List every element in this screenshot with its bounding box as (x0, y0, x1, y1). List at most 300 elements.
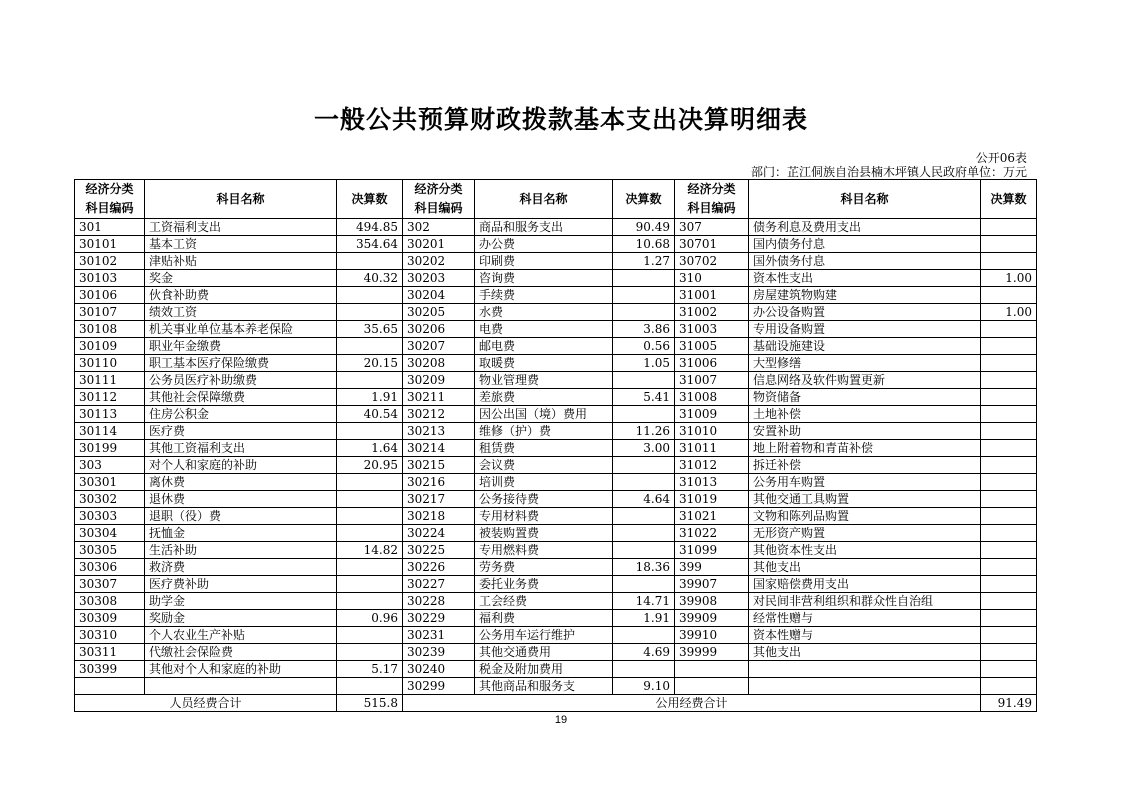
table-number: 公开06表 (975, 151, 1027, 165)
code-cell: 307 (675, 219, 749, 236)
code-cell: 31010 (675, 423, 749, 440)
header-name: 科目名称 (145, 180, 337, 219)
name-cell: 维修（护）费 (475, 423, 613, 440)
amount-cell (337, 559, 403, 576)
amount-cell (981, 525, 1037, 542)
code-cell (75, 678, 145, 695)
name-cell: 取暖费 (475, 355, 613, 372)
name-cell: 救济费 (145, 559, 337, 576)
name-cell: 资本性支出 (749, 270, 981, 287)
page-title: 一般公共预算财政拨款基本支出决算明细表 (313, 105, 808, 134)
code-cell: 39910 (675, 627, 749, 644)
name-cell: 专用材料费 (475, 508, 613, 525)
name-cell: 土地补偿 (749, 406, 981, 423)
name-cell: 咨询费 (475, 270, 613, 287)
code-cell: 30111 (75, 372, 145, 389)
table-row (75, 576, 1037, 593)
name-cell: 工会经费 (475, 593, 613, 610)
amount-cell: 1.91 (337, 389, 403, 406)
amount-cell (981, 678, 1037, 695)
amount-cell (337, 372, 403, 389)
amount-cell (337, 423, 403, 440)
name-cell: 物业管理费 (475, 372, 613, 389)
amount-cell (981, 474, 1037, 491)
code-cell: 30102 (75, 253, 145, 270)
code-cell: 31005 (675, 338, 749, 355)
name-cell: 医疗费补助 (145, 576, 337, 593)
code-cell: 31019 (675, 491, 749, 508)
code-cell (675, 661, 749, 678)
amount-cell (337, 508, 403, 525)
code-cell: 30112 (75, 389, 145, 406)
amount-cell: 14.82 (337, 542, 403, 559)
amount-cell (613, 270, 675, 287)
name-cell: 津贴补贴 (145, 253, 337, 270)
amount-cell (337, 644, 403, 661)
amount-cell (981, 644, 1037, 661)
name-cell: 其他支出 (749, 559, 981, 576)
code-cell: 39907 (675, 576, 749, 593)
code-cell: 30218 (403, 508, 475, 525)
name-cell: 对个人和家庭的补助 (145, 457, 337, 474)
name-cell: 会议费 (475, 457, 613, 474)
code-cell: 30107 (75, 304, 145, 321)
amount-cell (613, 661, 675, 678)
amount-cell: 11.26 (613, 423, 675, 440)
amount-cell: 4.69 (613, 644, 675, 661)
personnel-total-label: 人员经费合计 (75, 695, 337, 712)
amount-cell (981, 253, 1037, 270)
name-cell: 被装购置费 (475, 525, 613, 542)
name-cell: 公务接待费 (475, 491, 613, 508)
code-cell: 30101 (75, 236, 145, 253)
table-row (75, 525, 1037, 542)
amount-cell: 90.49 (613, 219, 675, 236)
code-cell: 31011 (675, 440, 749, 457)
amount-cell (613, 576, 675, 593)
table-row (75, 474, 1037, 491)
name-cell: 无形资产购置 (749, 525, 981, 542)
amount-cell (981, 559, 1037, 576)
code-cell: 30399 (75, 661, 145, 678)
table-row (75, 389, 1037, 406)
name-cell: 租赁费 (475, 440, 613, 457)
amount-cell (337, 474, 403, 491)
name-cell: 基本工资 (145, 236, 337, 253)
code-cell: 30309 (75, 610, 145, 627)
amount-cell: 20.95 (337, 457, 403, 474)
name-cell: 奖励金 (145, 610, 337, 627)
amount-cell (337, 627, 403, 644)
code-cell: 30216 (403, 474, 475, 491)
name-cell: 对民间非营利组织和群众性自治组 (749, 593, 981, 610)
code-cell: 30207 (403, 338, 475, 355)
name-cell: 印刷费 (475, 253, 613, 270)
code-cell: 30225 (403, 542, 475, 559)
amount-cell: 14.71 (613, 593, 675, 610)
name-cell: 其他工资福利支出 (145, 440, 337, 457)
amount-cell: 40.32 (337, 270, 403, 287)
code-cell: 30302 (75, 491, 145, 508)
amount-cell (981, 491, 1037, 508)
table-row (75, 593, 1037, 610)
name-cell: 奖金 (145, 270, 337, 287)
name-cell: 房屋建筑物购建 (749, 287, 981, 304)
name-cell: 公务用车购置 (749, 474, 981, 491)
amount-cell: 10.68 (613, 236, 675, 253)
code-cell: 31007 (675, 372, 749, 389)
table-row (75, 338, 1037, 355)
amount-cell (981, 236, 1037, 253)
expenditure-detail-table (74, 179, 1037, 712)
name-cell: 文物和陈列品购置 (749, 508, 981, 525)
header-row (75, 180, 1037, 219)
code-cell: 30229 (403, 610, 475, 627)
amount-cell (337, 525, 403, 542)
header-amount: 决算数 (337, 180, 403, 219)
amount-cell (981, 406, 1037, 423)
code-cell: 30701 (675, 236, 749, 253)
name-cell: 电费 (475, 321, 613, 338)
name-cell: 拆迁补偿 (749, 457, 981, 474)
name-cell: 退职（役）费 (145, 508, 337, 525)
code-cell: 30214 (403, 440, 475, 457)
amount-cell (981, 457, 1037, 474)
code-cell: 30239 (403, 644, 475, 661)
amount-cell (981, 661, 1037, 678)
amount-cell (337, 593, 403, 610)
name-cell: 职业年金缴费 (145, 338, 337, 355)
code-cell: 30212 (403, 406, 475, 423)
name-cell: 经常性赠与 (749, 610, 981, 627)
name-cell: 代缴社会保险费 (145, 644, 337, 661)
header-name: 科目名称 (475, 180, 613, 219)
name-cell (749, 661, 981, 678)
amount-cell: 1.91 (613, 610, 675, 627)
table-row (75, 321, 1037, 338)
name-cell: 委托业务费 (475, 576, 613, 593)
amount-cell (613, 304, 675, 321)
code-cell: 30215 (403, 457, 475, 474)
code-cell: 39908 (675, 593, 749, 610)
name-cell (749, 678, 981, 695)
personnel-total-value: 515.8 (337, 695, 403, 712)
amount-cell: 9.10 (613, 678, 675, 695)
totals-row (75, 695, 1037, 712)
table-row (75, 355, 1037, 372)
amount-cell (981, 593, 1037, 610)
name-cell: 信息网络及软件购置更新 (749, 372, 981, 389)
name-cell: 国内债务付息 (749, 236, 981, 253)
name-cell: 离休费 (145, 474, 337, 491)
code-cell: 30231 (403, 627, 475, 644)
code-cell: 30227 (403, 576, 475, 593)
code-cell: 30304 (75, 525, 145, 542)
table-row (75, 406, 1037, 423)
amount-cell: 1.00 (981, 304, 1037, 321)
name-cell: 住房公积金 (145, 406, 337, 423)
code-cell: 30199 (75, 440, 145, 457)
name-cell: 基础设施建设 (749, 338, 981, 355)
table-row (75, 457, 1037, 474)
header-code: 经济分类 科目编码 (675, 180, 749, 219)
table-row (75, 627, 1037, 644)
amount-cell: 1.27 (613, 253, 675, 270)
amount-cell (613, 627, 675, 644)
code-cell: 30103 (75, 270, 145, 287)
amount-cell (613, 474, 675, 491)
code-cell: 30303 (75, 508, 145, 525)
name-cell: 伙食补助费 (145, 287, 337, 304)
name-cell: 其他社会保障缴费 (145, 389, 337, 406)
code-cell: 30204 (403, 287, 475, 304)
code-cell: 301 (75, 219, 145, 236)
name-cell: 抚恤金 (145, 525, 337, 542)
code-cell: 30213 (403, 423, 475, 440)
name-cell: 助学金 (145, 593, 337, 610)
amount-cell (613, 406, 675, 423)
code-cell: 30201 (403, 236, 475, 253)
name-cell: 退休费 (145, 491, 337, 508)
table-row (75, 287, 1037, 304)
amount-cell: 18.36 (613, 559, 675, 576)
code-cell: 30307 (75, 576, 145, 593)
header-code: 经济分类 科目编码 (75, 180, 145, 219)
name-cell: 水费 (475, 304, 613, 321)
code-cell: 31009 (675, 406, 749, 423)
amount-cell (981, 508, 1037, 525)
table-row (75, 236, 1037, 253)
table-row (75, 304, 1037, 321)
amount-cell: 20.15 (337, 355, 403, 372)
amount-cell (337, 287, 403, 304)
code-cell: 30114 (75, 423, 145, 440)
code-cell: 30306 (75, 559, 145, 576)
header-code: 经济分类 科目编码 (403, 180, 475, 219)
name-cell: 邮电费 (475, 338, 613, 355)
code-cell: 30108 (75, 321, 145, 338)
name-cell: 专用设备购置 (749, 321, 981, 338)
amount-cell (613, 542, 675, 559)
amount-cell (981, 355, 1037, 372)
code-cell: 31003 (675, 321, 749, 338)
table-row (75, 559, 1037, 576)
code-cell: 30299 (403, 678, 475, 695)
header-amount: 决算数 (613, 180, 675, 219)
name-cell: 大型修缮 (749, 355, 981, 372)
table-row (75, 661, 1037, 678)
public-total-label: 公用经费合计 (403, 695, 981, 712)
table-row (75, 508, 1037, 525)
page-number: 19 (554, 714, 568, 726)
amount-cell (981, 542, 1037, 559)
code-cell: 31002 (675, 304, 749, 321)
name-cell: 国家赔偿费用支出 (749, 576, 981, 593)
amount-cell (981, 389, 1037, 406)
amount-cell (337, 576, 403, 593)
header-name: 科目名称 (749, 180, 981, 219)
code-cell: 302 (403, 219, 475, 236)
table-row (75, 610, 1037, 627)
name-cell: 其他资本性支出 (749, 542, 981, 559)
amount-cell (981, 219, 1037, 236)
code-cell: 30311 (75, 644, 145, 661)
amount-cell: 4.64 (613, 491, 675, 508)
code-cell: 30110 (75, 355, 145, 372)
amount-cell (337, 491, 403, 508)
amount-cell (337, 678, 403, 695)
code-cell: 30240 (403, 661, 475, 678)
code-cell: 30205 (403, 304, 475, 321)
name-cell (145, 678, 337, 695)
name-cell: 个人农业生产补贴 (145, 627, 337, 644)
table-row (75, 253, 1037, 270)
table-row (75, 270, 1037, 287)
name-cell: 医疗费 (145, 423, 337, 440)
amount-cell (337, 253, 403, 270)
name-cell: 培训费 (475, 474, 613, 491)
code-cell: 30224 (403, 525, 475, 542)
code-cell: 30203 (403, 270, 475, 287)
code-cell: 30305 (75, 542, 145, 559)
name-cell: 物资储备 (749, 389, 981, 406)
name-cell: 专用燃料费 (475, 542, 613, 559)
name-cell: 公务员医疗补助缴费 (145, 372, 337, 389)
code-cell: 30209 (403, 372, 475, 389)
name-cell: 资本性赠与 (749, 627, 981, 644)
amount-cell (613, 457, 675, 474)
amount-cell (981, 287, 1037, 304)
code-cell: 39909 (675, 610, 749, 627)
amount-cell: 35.65 (337, 321, 403, 338)
code-cell: 31022 (675, 525, 749, 542)
amount-cell (981, 627, 1037, 644)
code-cell: 30702 (675, 253, 749, 270)
name-cell: 其他商品和服务支 (475, 678, 613, 695)
public-total-value: 91.49 (981, 695, 1037, 712)
amount-cell (337, 304, 403, 321)
amount-cell (613, 372, 675, 389)
amount-cell (613, 508, 675, 525)
amount-cell (981, 440, 1037, 457)
code-cell: 31099 (675, 542, 749, 559)
amount-cell (613, 287, 675, 304)
amount-cell: 1.64 (337, 440, 403, 457)
code-cell: 30113 (75, 406, 145, 423)
name-cell: 地上附着物和青苗补偿 (749, 440, 981, 457)
name-cell: 商品和服务支出 (475, 219, 613, 236)
name-cell: 机关事业单位基本养老保险 (145, 321, 337, 338)
name-cell: 办公设备购置 (749, 304, 981, 321)
code-cell: 31006 (675, 355, 749, 372)
table-row (75, 423, 1037, 440)
code-cell: 30308 (75, 593, 145, 610)
name-cell: 税金及附加费用 (475, 661, 613, 678)
name-cell: 工资福利支出 (145, 219, 337, 236)
code-cell: 30226 (403, 559, 475, 576)
name-cell: 劳务费 (475, 559, 613, 576)
amount-cell: 0.56 (613, 338, 675, 355)
amount-cell: 0.96 (337, 610, 403, 627)
amount-cell (613, 525, 675, 542)
table-row (75, 644, 1037, 661)
code-cell: 30217 (403, 491, 475, 508)
code-cell: 30208 (403, 355, 475, 372)
amount-cell: 5.41 (613, 389, 675, 406)
name-cell: 公务用车运行维护 (475, 627, 613, 644)
amount-cell: 5.17 (337, 661, 403, 678)
amount-cell (981, 372, 1037, 389)
code-cell: 30211 (403, 389, 475, 406)
code-cell: 399 (675, 559, 749, 576)
table-row (75, 372, 1037, 389)
name-cell: 债务利息及费用支出 (749, 219, 981, 236)
amount-cell (981, 576, 1037, 593)
code-cell: 39999 (675, 644, 749, 661)
name-cell: 绩效工资 (145, 304, 337, 321)
code-cell: 303 (75, 457, 145, 474)
amount-cell: 494.85 (337, 219, 403, 236)
amount-cell: 40.54 (337, 406, 403, 423)
amount-cell: 354.64 (337, 236, 403, 253)
amount-cell: 1.05 (613, 355, 675, 372)
amount-cell: 3.86 (613, 321, 675, 338)
code-cell: 31013 (675, 474, 749, 491)
table-row (75, 542, 1037, 559)
code-cell: 31021 (675, 508, 749, 525)
code-cell: 30206 (403, 321, 475, 338)
code-cell: 31008 (675, 389, 749, 406)
code-cell: 30109 (75, 338, 145, 355)
code-cell: 31012 (675, 457, 749, 474)
department-unit-line: 部门：芷江侗族自治县楠木坪镇人民政府单位：万元 (750, 165, 1027, 179)
name-cell: 差旅费 (475, 389, 613, 406)
name-cell: 安置补助 (749, 423, 981, 440)
code-cell: 30228 (403, 593, 475, 610)
table-row (75, 678, 1037, 695)
name-cell: 生活补助 (145, 542, 337, 559)
name-cell: 国外债务付息 (749, 253, 981, 270)
amount-cell (981, 338, 1037, 355)
name-cell: 其他交通工具购置 (749, 491, 981, 508)
amount-cell (337, 338, 403, 355)
amount-cell: 1.00 (981, 270, 1037, 287)
code-cell: 30202 (403, 253, 475, 270)
name-cell: 手续费 (475, 287, 613, 304)
table-row (75, 491, 1037, 508)
code-cell: 30301 (75, 474, 145, 491)
header-amount: 决算数 (981, 180, 1037, 219)
code-cell: 30106 (75, 287, 145, 304)
name-cell: 其他对个人和家庭的补助 (145, 661, 337, 678)
code-cell (675, 678, 749, 695)
name-cell: 福利费 (475, 610, 613, 627)
name-cell: 其他交通费用 (475, 644, 613, 661)
amount-cell (981, 321, 1037, 338)
amount-cell: 3.00 (613, 440, 675, 457)
table-row (75, 219, 1037, 236)
amount-cell (981, 610, 1037, 627)
name-cell: 其他支出 (749, 644, 981, 661)
name-cell: 办公费 (475, 236, 613, 253)
table-row (75, 440, 1037, 457)
code-cell: 310 (675, 270, 749, 287)
name-cell: 职工基本医疗保险缴费 (145, 355, 337, 372)
amount-cell (981, 423, 1037, 440)
code-cell: 30310 (75, 627, 145, 644)
code-cell: 31001 (675, 287, 749, 304)
name-cell: 因公出国（境）费用 (475, 406, 613, 423)
